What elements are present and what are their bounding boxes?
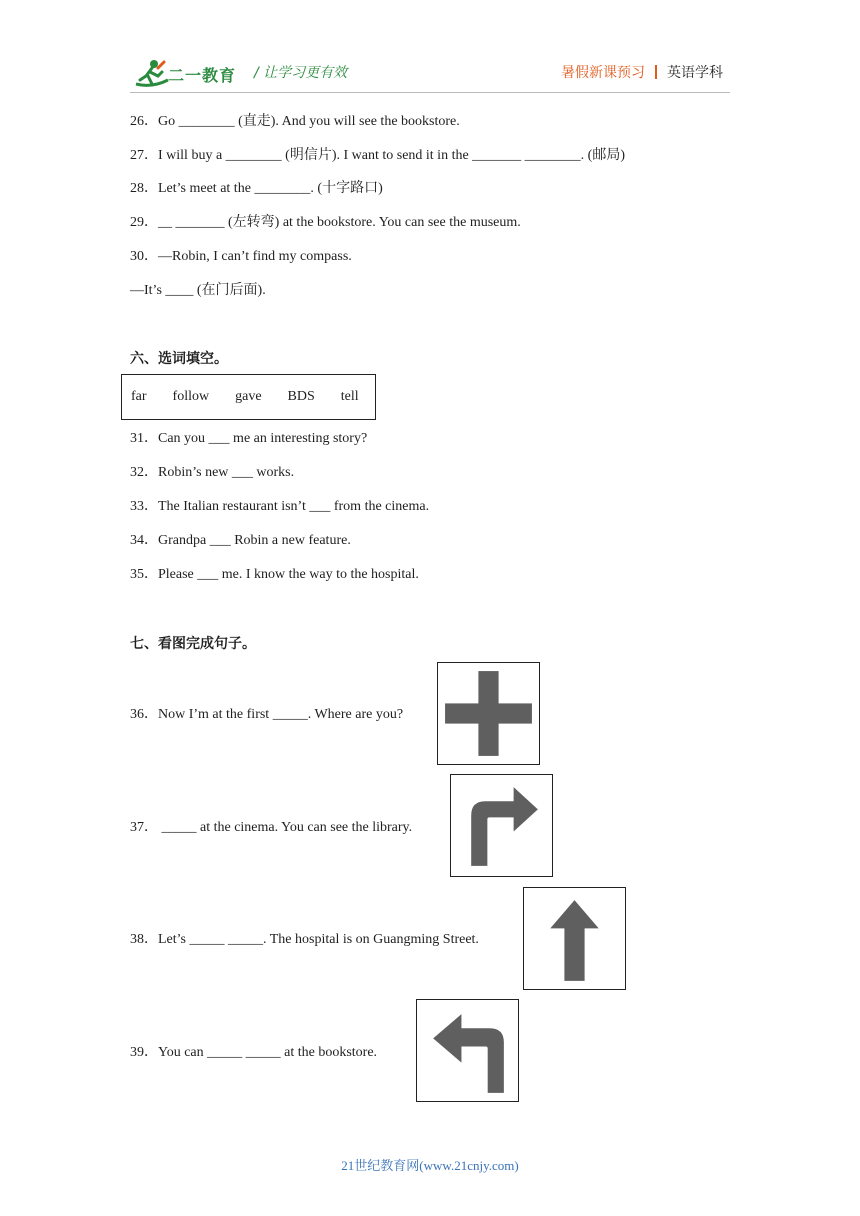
question-35: 35．Please ___ me. I know the way to the hospital. [130,567,419,582]
header-course: 暑假新课预习 [561,65,645,81]
question-33: 33．The Italian restaurant isn’t ___ from the cinema. [130,499,430,514]
header-divider [655,65,657,79]
question-39: 39．You can _____ _____ at the bookstore. [130,1045,378,1060]
question-34: 34．Grandpa ___ Robin a new feature. [130,533,351,548]
question-29: 29．__ _______ (左转弯) at the bookstore. You can see the museum. [130,215,521,230]
question-27: 27．I will buy a ________ (明信片). I want to send it in the _______ ________. (邮局) [130,148,626,163]
question-30: 30．—Robin, I can’t find my compass. [130,249,352,264]
word-bank-item: far [131,389,147,404]
question-30-answer: —It’s ____ (在门后面). [130,283,266,298]
turn-right-arrow-icon [450,774,553,877]
word-bank-item: gave [235,389,262,404]
word-bank [121,374,376,420]
page-footer: 21世纪教育网(www.21cnjy.com) [341,1158,519,1173]
question-32: 32．Robin’s new ___ works. [130,465,295,480]
question-36: 36．Now I’m at the first _____. Where are you? [130,707,404,722]
question-38: 38．Let’s _____ _____. The hospital is on Guangming Street. [130,932,479,947]
header-subject: 英语学科 [667,65,723,81]
word-bank-item: tell [340,389,359,404]
question-37: 37． _____ at the cinema. You can see the library. [130,820,413,835]
page-header [0,0,860,100]
turn-left-arrow-icon [416,999,519,1102]
word-bank-item: BDS [287,389,315,404]
logo-text: 二一教育 [168,66,237,85]
header-slogan: / 让学习更有效 [254,65,348,81]
header-course-info [561,62,723,82]
section-7-title: 七、看图完成句子。 [130,636,256,652]
question-28: 28．Let’s meet at the ________. (十字路口) [130,181,383,196]
question-26: 26．Go ________ (直走). And you will see the bookstore. [130,114,460,129]
header-rule [130,92,730,93]
question-31: 31．Can you ___ me an interesting story? [130,431,368,446]
crossroads-icon [437,662,540,765]
section-6-title: 六、选词填空。 [130,351,228,367]
straight-arrow-icon [523,887,626,990]
word-bank-item: follow [172,389,210,404]
